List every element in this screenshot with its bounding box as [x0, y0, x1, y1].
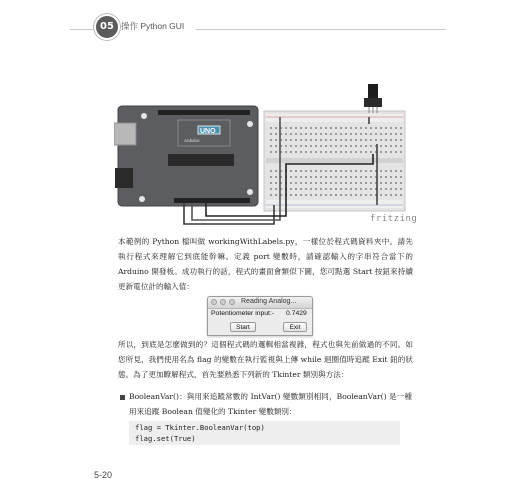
breadboard-hole	[390, 182, 392, 184]
breadboard-hole	[360, 151, 362, 153]
breadboard-hole	[330, 139, 332, 141]
breadboard-hole	[305, 182, 307, 184]
bullet-text: BooleanVar()：與用來追蹤常數的 IntVar() 變數類別相同，BooleanVar() 是一種用來追蹤 Boolean 值變化的 Tkinter 變數類別：	[129, 392, 412, 416]
breadboard-hole	[360, 133, 362, 135]
breadboard-hole	[385, 139, 387, 141]
breadboard-hole	[340, 133, 342, 135]
breadboard-hole	[365, 145, 367, 147]
breadboard-hole	[290, 127, 292, 129]
breadboard-hole	[310, 133, 312, 135]
breadboard-hole	[400, 182, 402, 184]
breadboard-hole	[315, 182, 317, 184]
breadboard-hole	[345, 170, 347, 172]
breadboard-hole	[330, 133, 332, 135]
breadboard-hole	[315, 139, 317, 141]
breadboard-hole	[300, 133, 302, 135]
breadboard-hole	[385, 176, 387, 178]
breadboard-hole	[290, 170, 292, 172]
breadboard-hole	[355, 188, 357, 190]
breadboard-hole	[270, 133, 272, 135]
breadboard-hole	[270, 151, 272, 153]
breadboard-hole	[270, 194, 272, 196]
breadboard-hole	[345, 176, 347, 178]
breadboard-hole	[325, 194, 327, 196]
bullet-marker	[120, 395, 125, 400]
breadboard-hole	[315, 151, 317, 153]
minimize-icon[interactable]	[220, 299, 226, 305]
breadboard-hole	[325, 151, 327, 153]
breadboard-hole	[295, 170, 297, 172]
breadboard-hole	[335, 170, 337, 172]
breadboard-hole	[320, 194, 322, 196]
breadboard-hole	[340, 176, 342, 178]
breadboard-hole	[395, 151, 397, 153]
breadboard-hole	[320, 145, 322, 147]
breadboard-hole	[370, 133, 372, 135]
breadboard-hole	[320, 151, 322, 153]
breadboard-hole	[355, 139, 357, 141]
breadboard-hole	[315, 145, 317, 147]
breadboard-hole	[295, 194, 297, 196]
breadboard-hole	[330, 176, 332, 178]
breadboard-hole	[290, 133, 292, 135]
breadboard-hole	[295, 133, 297, 135]
breadboard-hole	[400, 133, 402, 135]
breadboard-hole	[275, 194, 277, 196]
breadboard-hole	[290, 151, 292, 153]
breadboard-hole	[365, 182, 367, 184]
breadboard-hole	[270, 145, 272, 147]
breadboard-hole	[370, 188, 372, 190]
potentiometer-label: Potentiometer input:-	[211, 310, 275, 317]
breadboard-hole	[350, 188, 352, 190]
breadboard-hole	[365, 127, 367, 129]
breadboard-hole	[295, 127, 297, 129]
breadboard-hole	[300, 182, 302, 184]
breadboard-hole	[300, 194, 302, 196]
breadboard-hole	[340, 194, 342, 196]
breadboard-hole	[345, 133, 347, 135]
breadboard-hole	[330, 127, 332, 129]
breadboard-hole	[325, 176, 327, 178]
breadboard-hole	[345, 151, 347, 153]
breadboard-hole	[370, 145, 372, 147]
breadboard-hole	[335, 133, 337, 135]
breadboard-hole	[340, 151, 342, 153]
breadboard-hole	[385, 133, 387, 135]
breadboard-hole	[370, 170, 372, 172]
breadboard-hole	[285, 145, 287, 147]
intro-paragraph: 本範例的 Python 檔叫做 workingWithLabels.py，一樣位於程式碼資料夾中。請先執行程式來理解它到底能幹嘛。定義 port 變數時，請確認輸入的字串符合當下的 Arduino 開發板。成功執行的話，程式的畫面會類似下圖，您可點選 Start 按鈕來持續更新電位計的輸入值：	[118, 237, 413, 291]
breadboard-hole	[270, 176, 272, 178]
breadboard-hole	[285, 133, 287, 135]
fritzing-credit: fritzing	[370, 214, 418, 224]
breadboard-hole	[395, 145, 397, 147]
breadboard-hole	[320, 170, 322, 172]
breadboard-hole	[400, 139, 402, 141]
breadboard-hole	[320, 188, 322, 190]
breadboard-hole	[365, 194, 367, 196]
app-window	[207, 296, 313, 336]
breadboard-hole	[400, 151, 402, 153]
breadboard-hole	[380, 182, 382, 184]
breadboard-hole	[395, 139, 397, 141]
breadboard-hole	[310, 194, 312, 196]
breadboard-hole	[360, 176, 362, 178]
header-rule-left	[70, 29, 94, 30]
breadboard-hole	[355, 133, 357, 135]
breadboard-hole	[325, 182, 327, 184]
breadboard-hole	[330, 188, 332, 190]
breadboard-hole	[380, 139, 382, 141]
breadboard-hole	[315, 176, 317, 178]
breadboard-hole	[360, 182, 362, 184]
breadboard-hole	[285, 127, 287, 129]
breadboard-hole	[345, 188, 347, 190]
breadboard-hole	[390, 133, 392, 135]
code-block: flag = Tkinter.BooleanVar(top) flag.set(True)	[129, 421, 400, 445]
breadboard-hole	[385, 145, 387, 147]
breadboard-hole	[375, 139, 377, 141]
breadboard-hole	[355, 127, 357, 129]
breadboard-hole	[390, 145, 392, 147]
breadboard-hole	[290, 182, 292, 184]
breadboard-hole	[370, 176, 372, 178]
breadboard-hole	[365, 188, 367, 190]
breadboard-hole	[370, 127, 372, 129]
breadboard-hole	[390, 188, 392, 190]
breadboard-hole	[335, 151, 337, 153]
breadboard-hole	[305, 133, 307, 135]
breadboard-hole	[310, 176, 312, 178]
breadboard-hole	[390, 127, 392, 129]
breadboard-hole	[300, 176, 302, 178]
breadboard-hole	[325, 188, 327, 190]
breadboard-hole	[350, 133, 352, 135]
breadboard-hole	[340, 170, 342, 172]
breadboard-hole	[345, 139, 347, 141]
breadboard-hole	[390, 151, 392, 153]
window-title: Reading Analog...	[241, 298, 297, 305]
breadboard-hole	[335, 127, 337, 129]
breadboard-hole	[340, 188, 342, 190]
breadboard-hole	[400, 145, 402, 147]
breadboard-hole	[365, 133, 367, 135]
breadboard-hole	[375, 127, 377, 129]
breadboard-hole	[365, 151, 367, 153]
breadboard-hole	[360, 139, 362, 141]
breadboard-hole	[360, 194, 362, 196]
breadboard-hole	[350, 127, 352, 129]
breadboard-hole	[350, 194, 352, 196]
breadboard-hole	[320, 127, 322, 129]
breadboard-hole	[350, 139, 352, 141]
breadboard-hole	[305, 127, 307, 129]
breadboard-hole	[300, 151, 302, 153]
breadboard-hole	[370, 194, 372, 196]
header-rule-right	[196, 29, 446, 30]
potentiometer	[364, 84, 382, 113]
breadboard-hole	[355, 170, 357, 172]
breadboard-hole	[345, 145, 347, 147]
breadboard-hole	[285, 139, 287, 141]
breadboard-hole	[315, 188, 317, 190]
breadboard-hole	[315, 194, 317, 196]
breadboard-hole	[355, 182, 357, 184]
breadboard-hole	[275, 145, 277, 147]
breadboard-hole	[325, 145, 327, 147]
breadboard-hole	[320, 176, 322, 178]
breadboard-hole	[325, 133, 327, 135]
breadboard-hole	[385, 188, 387, 190]
breadboard-hole	[385, 170, 387, 172]
breadboard-hole	[310, 182, 312, 184]
breadboard-hole	[310, 139, 312, 141]
chapter-badge: 05	[94, 14, 120, 40]
breadboard-hole	[295, 176, 297, 178]
breadboard-hole	[290, 145, 292, 147]
breadboard-hole	[375, 133, 377, 135]
exit-button[interactable]: Exit	[283, 322, 307, 332]
breadboard-hole	[340, 182, 342, 184]
circuit-figure	[114, 84, 410, 236]
breadboard-hole	[390, 176, 392, 178]
breadboard-hole	[355, 194, 357, 196]
breadboard-hole	[295, 188, 297, 190]
breadboard-hole	[350, 151, 352, 153]
breadboard-hole	[360, 127, 362, 129]
breadboard-hole	[385, 194, 387, 196]
breadboard-hole	[335, 139, 337, 141]
breadboard-hole	[335, 182, 337, 184]
breadboard-hole	[390, 139, 392, 141]
breadboard-hole	[305, 170, 307, 172]
breadboard-hole	[300, 139, 302, 141]
breadboard-hole	[345, 194, 347, 196]
breadboard-hole	[355, 151, 357, 153]
chapter-title: 操作 Python GUI	[121, 21, 185, 31]
breadboard-hole	[310, 188, 312, 190]
breadboard-hole	[270, 182, 272, 184]
breadboard-hole	[350, 170, 352, 172]
breadboard-hole	[380, 145, 382, 147]
breadboard-hole	[395, 182, 397, 184]
breadboard-hole	[395, 188, 397, 190]
breadboard-hole	[295, 145, 297, 147]
breadboard-hole	[315, 127, 317, 129]
breadboard-hole	[380, 176, 382, 178]
breadboard-hole	[340, 145, 342, 147]
breadboard-hole	[270, 139, 272, 141]
breadboard-hole	[315, 133, 317, 135]
breadboard-hole	[370, 151, 372, 153]
breadboard-hole	[360, 188, 362, 190]
breadboard-hole	[345, 127, 347, 129]
breadboard-hole	[380, 151, 382, 153]
breadboard-hole	[305, 145, 307, 147]
breadboard-hole	[320, 139, 322, 141]
breadboard-hole	[350, 182, 352, 184]
breadboard-hole	[385, 151, 387, 153]
breadboard-hole	[290, 188, 292, 190]
breadboard-hole	[400, 127, 402, 129]
breadboard-hole	[290, 176, 292, 178]
breadboard-hole	[330, 194, 332, 196]
breadboard-hole	[380, 133, 382, 135]
breadboard-hole	[335, 176, 337, 178]
breadboard-hole	[275, 182, 277, 184]
breadboard-hole	[365, 176, 367, 178]
breadboard-hole	[340, 139, 342, 141]
breadboard-hole	[320, 133, 322, 135]
breadboard-hole	[305, 176, 307, 178]
breadboard-hole	[335, 194, 337, 196]
breadboard-hole	[385, 182, 387, 184]
breadboard-hole	[275, 127, 277, 129]
zoom-icon[interactable]	[229, 299, 235, 305]
breadboard-hole	[300, 127, 302, 129]
breadboard-hole	[335, 188, 337, 190]
breadboard-hole	[295, 139, 297, 141]
breadboard-hole	[390, 194, 392, 196]
breadboard-hole	[340, 127, 342, 129]
breadboard-hole	[305, 151, 307, 153]
breadboard-hole	[355, 176, 357, 178]
breadboard-hole	[335, 145, 337, 147]
arduino-logo-text: UNO	[200, 128, 216, 135]
breadboard-hole	[275, 170, 277, 172]
breadboard-hole	[330, 145, 332, 147]
breadboard-hole	[320, 182, 322, 184]
breadboard-hole	[270, 127, 272, 129]
breadboard-hole	[295, 151, 297, 153]
breadboard-hole	[310, 145, 312, 147]
breadboard-hole	[330, 151, 332, 153]
breadboard-hole	[330, 182, 332, 184]
breadboard-hole	[400, 188, 402, 190]
breadboard-hole	[275, 188, 277, 190]
breadboard-hole	[275, 133, 277, 135]
explanation-paragraph: 所以，到底是怎麼做到的？這個程式碼的邏輯相當複雜，程式也與先前做過的不同。如您所見，我們使用名為 flag 的變數在執行監視與上傳 while 迴圈值時追蹤 Exit 鈕的狀態。為了更加瞭解程式，首先要熟悉下列新的 Tkinter 類別與方法：	[118, 340, 413, 379]
breadboard-hole	[285, 151, 287, 153]
breadboard-hole	[270, 188, 272, 190]
breadboard-hole	[380, 170, 382, 172]
breadboard-hole	[275, 151, 277, 153]
breadboard-hole	[310, 170, 312, 172]
breadboard-hole	[290, 194, 292, 196]
breadboard-hole	[345, 182, 347, 184]
breadboard-hole	[390, 170, 392, 172]
breadboard-hole	[300, 170, 302, 172]
breadboard-hole	[365, 139, 367, 141]
breadboard-hole	[270, 170, 272, 172]
breadboard-hole	[350, 145, 352, 147]
breadboard-hole	[400, 176, 402, 178]
breadboard-hole	[310, 151, 312, 153]
breadboard-hole	[395, 133, 397, 135]
breadboard-hole	[315, 170, 317, 172]
window-titlebar	[208, 297, 312, 309]
breadboard-hole	[400, 194, 402, 196]
breadboard-hole	[310, 127, 312, 129]
breadboard-hole	[305, 194, 307, 196]
breadboard-hole	[400, 170, 402, 172]
breadboard-hole	[350, 176, 352, 178]
breadboard-hole	[360, 170, 362, 172]
breadboard-hole	[380, 188, 382, 190]
breadboard-hole	[275, 139, 277, 141]
breadboard-hole	[355, 145, 357, 147]
breadboard-hole	[395, 176, 397, 178]
breadboard-hole	[325, 139, 327, 141]
breadboard-hole	[325, 170, 327, 172]
breadboard-hole	[295, 182, 297, 184]
breadboard-hole	[395, 127, 397, 129]
breadboard-hole	[380, 127, 382, 129]
breadboard-hole	[360, 145, 362, 147]
breadboard-hole	[395, 194, 397, 196]
page-number: 5-20	[94, 470, 113, 480]
breadboard-hole	[330, 170, 332, 172]
breadboard-hole	[370, 182, 372, 184]
close-icon[interactable]	[211, 299, 217, 305]
breadboard-hole	[380, 194, 382, 196]
breadboard-hole	[370, 139, 372, 141]
breadboard-hole	[300, 145, 302, 147]
breadboard-hole	[290, 139, 292, 141]
arduino-brand-text: Arduino	[184, 138, 200, 143]
breadboard-hole	[305, 139, 307, 141]
breadboard-hole	[395, 170, 397, 172]
breadboard-hole	[325, 127, 327, 129]
potentiometer-value: 0.7429	[286, 310, 307, 317]
breadboard-hole	[275, 176, 277, 178]
arduino-board	[114, 106, 258, 206]
breadboard-hole	[305, 188, 307, 190]
breadboard-hole	[365, 170, 367, 172]
breadboard-hole	[300, 188, 302, 190]
breadboard-hole	[385, 127, 387, 129]
start-button[interactable]: Start	[230, 322, 256, 332]
